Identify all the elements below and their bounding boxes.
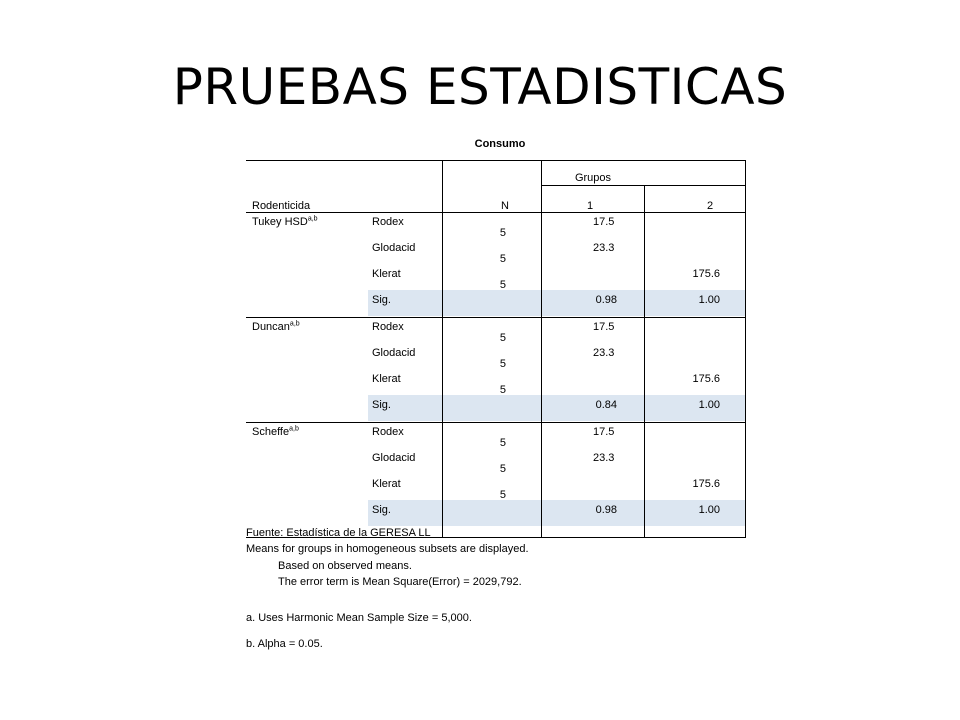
row-n: 5 — [499, 437, 506, 449]
footnote-based: Based on observed means. — [278, 560, 412, 572]
row-group-2: 175.6 — [692, 373, 720, 385]
row-n: 5 — [499, 332, 506, 344]
test-name — [252, 426, 299, 438]
row-group-1: 23.3 — [593, 452, 615, 464]
header-n: N — [501, 200, 509, 212]
header-rodenticida: Rodenticida — [252, 200, 311, 212]
header-group-2: 2 — [707, 200, 714, 212]
n-column-right-line — [541, 160, 542, 537]
block-divider — [246, 317, 745, 318]
table-caption: Consumo — [474, 138, 526, 150]
sig-label: Sig. — [372, 294, 391, 306]
row-group-1: 17.5 — [593, 321, 615, 333]
row-n: 5 — [499, 489, 506, 501]
test-name-superscript: a,b — [289, 425, 299, 433]
header-bottom-line — [246, 212, 745, 213]
footnote-means: Means for groups in homogeneous subsets are displayed. — [246, 543, 529, 555]
sig-group-1: 0.84 — [595, 399, 617, 411]
footnote-error: The error term is Mean Square(Error) = 2029,792. — [278, 576, 522, 588]
row-label: Rodex — [372, 426, 404, 438]
row-n: 5 — [499, 253, 506, 265]
block-divider — [246, 422, 745, 423]
row-label: Rodex — [372, 216, 404, 228]
row-group-2: 175.6 — [692, 478, 720, 490]
footnote-a: a. Uses Harmonic Mean Sample Size = 5,000. — [246, 612, 472, 624]
group-divider-line — [644, 185, 645, 537]
header-group-1: 1 — [586, 200, 594, 212]
sig-group-2: 1.00 — [698, 504, 720, 516]
row-label: Klerat — [372, 478, 401, 490]
row-group-1: 17.5 — [593, 216, 615, 228]
row-group-1: 23.3 — [593, 347, 615, 359]
header-grupos-divider — [541, 185, 745, 186]
row-group-2: 175.6 — [692, 268, 720, 280]
sig-group-2: 1.00 — [698, 399, 720, 411]
row-n: 5 — [499, 227, 506, 239]
row-label: Glodacid — [372, 347, 416, 359]
row-n: 5 — [499, 358, 506, 370]
test-name — [252, 321, 300, 333]
slide-title: PRUEBAS ESTADISTICAS — [172, 58, 788, 116]
sig-group-1: 0.98 — [595, 294, 617, 306]
table-border-right — [745, 160, 746, 538]
row-label: Rodex — [372, 321, 404, 333]
n-column-left-line — [442, 160, 443, 537]
sig-label: Sig. — [372, 399, 391, 411]
row-n: 5 — [499, 279, 506, 291]
row-n: 5 — [499, 463, 506, 475]
test-name-text: Duncan — [252, 321, 290, 333]
row-group-1: 17.5 — [593, 426, 615, 438]
test-name-text: Scheffe — [252, 426, 290, 438]
row-n: 5 — [499, 384, 506, 396]
header-grupos: Grupos — [574, 172, 612, 184]
footnote-source: Fuente: Estadística de la GERESA LL — [246, 527, 431, 539]
sig-group-1: 0.98 — [595, 504, 617, 516]
footnote-b: b. Alpha = 0.05. — [246, 638, 323, 650]
test-name-text: Tukey HSD — [252, 216, 308, 228]
row-label: Klerat — [372, 268, 401, 280]
row-group-1: 23.3 — [593, 242, 615, 254]
row-label: Glodacid — [372, 242, 416, 254]
test-name — [252, 216, 318, 228]
row-label: Glodacid — [372, 452, 416, 464]
test-name-superscript: a,b — [289, 320, 300, 328]
row-label: Klerat — [372, 373, 401, 385]
test-name-superscript: a,b — [307, 215, 318, 223]
table-border-top — [246, 160, 745, 161]
sig-group-2: 1.00 — [698, 294, 720, 306]
sig-label: Sig. — [372, 504, 391, 516]
